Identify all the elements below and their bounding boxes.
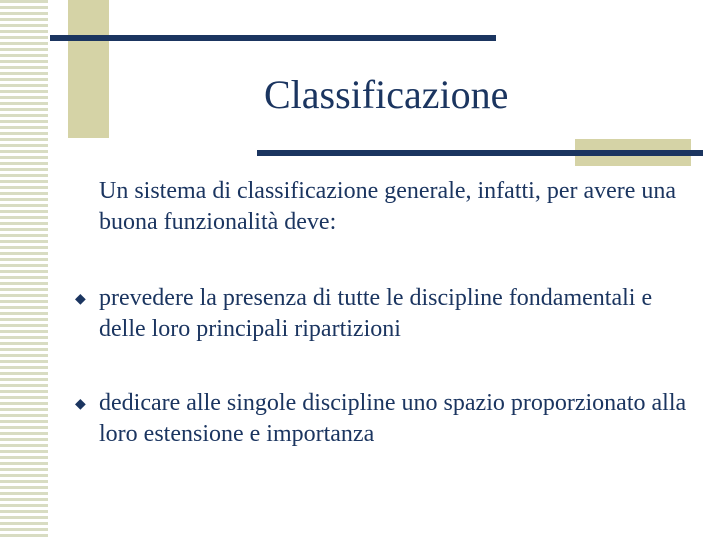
left-stripe-decoration (0, 0, 50, 540)
stripe-edge (48, 0, 50, 540)
bullet-text: dedicare alle singole discipline uno spazio proporzionato alla loro estensione e importanza (99, 390, 687, 447)
title-accent-block-top (68, 0, 109, 138)
intro-paragraph: Un sistema di classificazione generale, infatti, per avere una buona funzionalità deve: (99, 178, 677, 235)
diamond-bullet-icon: ◆ (75, 396, 86, 412)
title-rule-bottom (257, 150, 703, 156)
slide-title: Classificazione (264, 72, 509, 117)
diamond-bullet-icon: ◆ (75, 291, 86, 307)
bullet-text: prevedere la presenza di tutte le discipline fondamentali e delle loro principali ripartizioni (99, 285, 653, 342)
title-rule-top (50, 35, 496, 41)
